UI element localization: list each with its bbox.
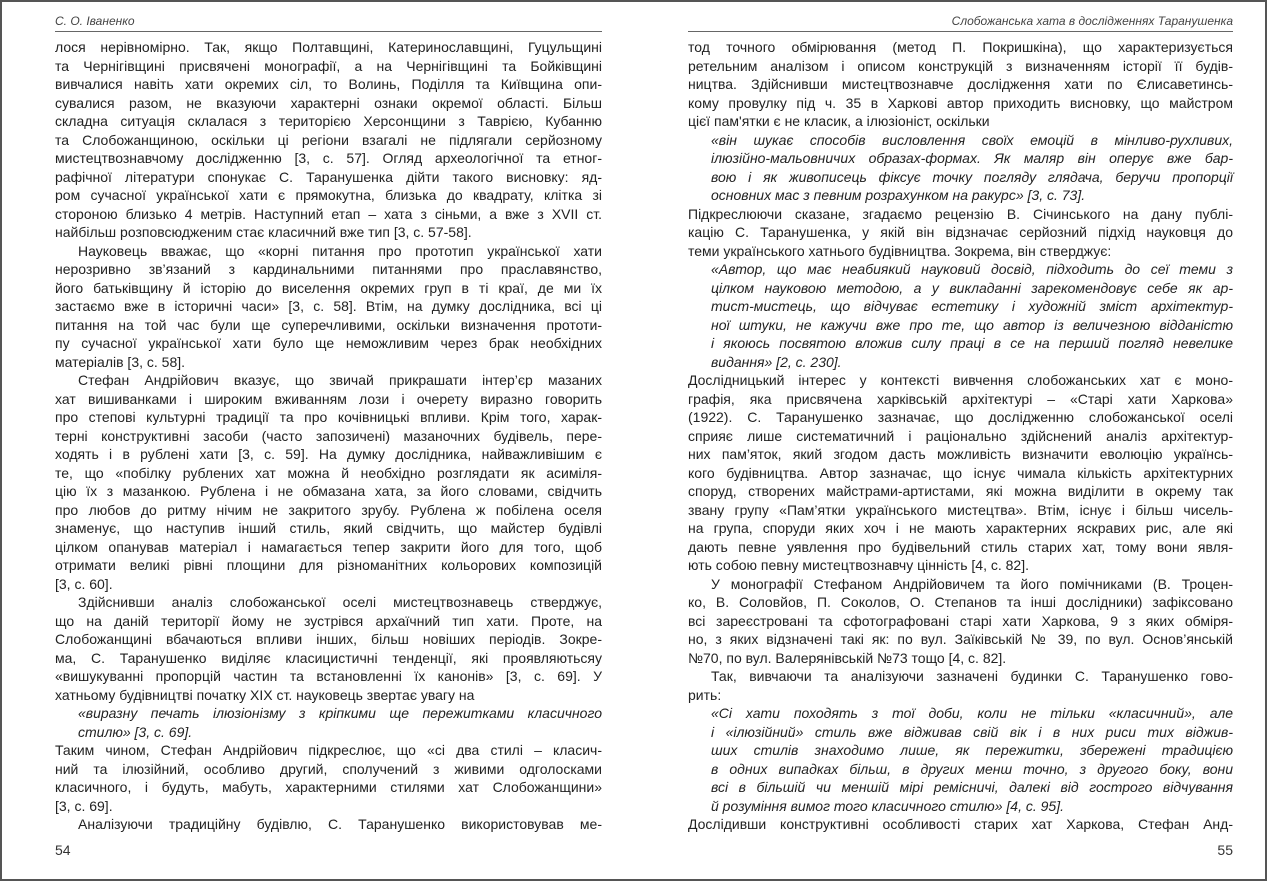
page-right [688, 0, 1233, 881]
text-line: Таким чином, Стефан Андрійович підкреслює, що «сі два стилі – класич- [55, 742, 602, 758]
quote-line: ілюзійно-мальовничих образах-формах. Як маляр він оперує вже бар- [711, 150, 1233, 166]
text-line: те, що «побілку рублених хат можна й необхідно розглядати як асиміля- [55, 464, 602, 481]
text-line: класичного, і будуть, мабуть, характерними стилями хат Слобожанщини» [55, 779, 602, 795]
text-line: питання на той час були ще суперечливими, оскільки визначення прототи- [55, 316, 602, 333]
text-line: кого будівництва. Автор зазначає, що існує чимала кількість архітектурних [688, 464, 1233, 481]
quote-line: видання» [2, с. 230]. [711, 353, 842, 370]
text-line: Так, вивчаючи та аналізуючи зазначені будинки С. Таранушенко гово- [711, 668, 1233, 684]
text-line: та Слобожанщиною, оскільки ці регіони взагалі не підлягали серйозному [55, 131, 602, 148]
text-line: [3, с. 60]. [55, 575, 113, 592]
text-line: звану групу «Пам’ятки українського мистецтва». Втім, існує і більш чисель- [688, 501, 1233, 518]
text-line: хат вишиванками і широким вживанням лози і очерету виразно говорить [55, 390, 602, 407]
text-line: його батьківщину й історію до виселення окремих груп в ті краї, де ми їх [55, 279, 602, 296]
text-line: матеріалів [3, с. 58]. [55, 353, 186, 370]
text-line: знаменує, що наступив інший стиль, який свідчить, що майстер будівлі [55, 520, 602, 536]
text-line: на група, споруди яких хоч і не мають характерних яскравих рис, але які [688, 520, 1233, 536]
text-line: складна ситуація склалася з територією Херсонщини з Таврією, Кубанню [55, 113, 602, 129]
running-header-author: С. О. Іваненко [55, 14, 135, 28]
text-line: про степові культурні традиції та про кочівницькі впливи. Крім того, харак- [55, 409, 602, 425]
quote-line: тист-мистець, що відчуває естетику і художній зміст архітектур- [711, 298, 1233, 314]
quote-line: «виразну печать ілюзіонізму з кріпкими ще пережитками класичного [78, 705, 602, 721]
text-line: пу сучасної української хати було ще неможливим через брак необхідних [55, 335, 602, 351]
text-line: цієї пам'ятки є не класик, а ілюзіоніст, оскільки [688, 113, 990, 129]
text-line: цілком опанував матеріал і намагається тепер закрити його для того, щоб [55, 538, 602, 555]
text-line: мистецтвознавчому дослідженню [3, с. 57]. Огляд археологічної та етног- [55, 150, 602, 166]
quote-line: і «ілюзійний» стиль вже відживав свій вік і в них риси тих віджив- [711, 723, 1233, 740]
text-line: Здійснивши аналіз слобожанської оселі мистецтвознавець стверджує, [78, 594, 602, 610]
text-line: та Чернігівщині присвячені монографії, а на Чернігівщині та Бойківщині [55, 57, 602, 74]
text-line: кацію С. Таранушенка, у якій він відзначає серйозний підхід науковця до [688, 224, 1233, 240]
quote-line: й розуміння вимог того класичного стилю» [4, с. 95]. [711, 797, 1064, 814]
text-line: Слобожанщині вбачаються впливи інших, більш новіших періодів. Зокре- [55, 631, 602, 647]
text-line: про любов до ритму нічим не закритого зрубу. Рублена ж побілена оселя [55, 501, 602, 518]
text-line: ходять і в рублені хати [3, с. 59]. На думку дослідника, найважливішим є [55, 446, 602, 462]
quote-line: цілком науковою методою, а у викладанні зарекомендовує себе як ар- [711, 279, 1233, 296]
text-line: них пам’яток, який згодом дасть можливість визначити еволюцію українсь- [688, 446, 1233, 462]
text-line: стороною близько 4 метрів. Наступний етап – хата з сіньми, а вже з XVII ст. [55, 205, 602, 222]
page-left [55, 0, 602, 881]
text-line: всі зареєстровані та сфотографовані старі хати Харкова, 9 з яких обміря- [688, 612, 1233, 629]
text-line: споруд, створених майстрами-артистами, які можна виділити в окрему так [688, 483, 1233, 499]
text-line: вивчалися навіть хати окремих сіл, то Волинь, Поділля та Київщина опи- [55, 76, 602, 92]
quote-line: ної штуки, не кажучи вже про те, що автор із величезною відданістю [711, 316, 1233, 333]
header-rule [688, 31, 1233, 32]
quote-line: «Автор, що має неабиякий науковий досвід, підходить до сеї теми з [711, 261, 1233, 277]
quote-line: «він шукає способів висловлення своїх емоцій в мінливо-рухливих, [711, 131, 1233, 148]
text-line: [3, с. 69]. [55, 797, 113, 814]
text-line: отримати великі рівні площини для різноманітних кольорових композицій [55, 557, 602, 573]
text-line: лося нерівномірно. Так, якщо Полтавщині, Катеринославщині, Гуцульщині [55, 39, 602, 55]
running-header-title: Слобожанська хата в дослідженнях Таранушенка [951, 14, 1233, 28]
text-line: Науковець вважає, що «корні питання про прототип української хати [78, 242, 602, 259]
text-line: терні конструктивні засоби (часто запозичені) мазаночних будівель, пере- [55, 427, 602, 444]
page-number: 54 [55, 842, 71, 858]
text-line: Аналізуючи традиційну будівлю, С. Таранушенко використовував ме- [78, 816, 602, 832]
text-line: ний та ілюзійний, особливо другий, сполучений з живими одголосками [55, 760, 602, 777]
quote-line: і якоюсь посвятою вложив силу праці в се на перший погляд невелике [711, 335, 1233, 351]
text-line: кому провулку під ч. 35 в Харкові автор приходить висновку, що майстром [688, 94, 1233, 111]
quote-line: всі в більшій чи меншій мірі ремісничі, далекі від гострого відчування [711, 779, 1233, 795]
text-line: тод точного обмірювання (метод П. Покришкіна), що характеризується [688, 39, 1233, 55]
text-line: нерозривно зв’язаний з кардинальними питаннями про праславянство, [55, 261, 602, 277]
quote-line: стилю» [3, с. 69]. [78, 723, 193, 740]
text-line: ром сучасної української хати є прямокутна, близька до квадрату, клітка зі [55, 187, 602, 203]
text-line: хатньому будівництві початку ХІХ ст. науковець звертає увагу на [55, 686, 475, 703]
quote-line: ших стилів знаходимо лише, як пережитки, збережені традицією [711, 742, 1233, 758]
page-body [688, 38, 1233, 834]
text-line: но, з яких відзначені такі як: по вул. Заїківській № 39, по вул. Основ’янській [688, 631, 1233, 647]
quote-line: «Сі хати походять з тої доби, коли не тільки «класичний», але [711, 705, 1233, 721]
text-line: найбільш розповсюдженим стає класичний вже тип [3, с. 57-58]. [55, 224, 472, 240]
text-line: У монографії Стефаном Андрійовичем та його помічниками (В. Троцен- [711, 575, 1233, 592]
text-line: дають певне уявлення про будівельний стиль старих хат, тому вони явля- [688, 538, 1233, 555]
text-line: теми українського хатнього будівництва. Зокрема, він стверджує: [688, 242, 1112, 259]
text-line: Дослідивши конструктивні особливості старих хат Харкова, Стефан Анд- [688, 816, 1233, 832]
text-line: ко, В. Соловйов, П. Соколов, О. Степанов та інші дослідники) зафіксовано [688, 594, 1233, 610]
text-line: ництва. Здійснивши мистецтвознавче дослідження хати по Єлисаветинсь- [688, 76, 1233, 92]
text-line: Підкреслюючи сказане, згадаємо рецензію В. Січинського на дану публі- [688, 205, 1233, 222]
header-rule [55, 31, 602, 32]
text-line: ють собою певну мистецтвознавчу цінність [4, с. 82]. [688, 557, 1029, 573]
text-line: рафічної літератури спонукає С. Таранушенка дійти такого висновку: яд- [55, 168, 602, 185]
page-number: 55 [1217, 842, 1233, 858]
text-line: сприяє лише систематичний і раціонально здійснений аналіз архітектур- [688, 427, 1233, 444]
quote-line: вою і як живописець фіксує точку погляду глядача, беручи пропорції [711, 168, 1233, 185]
page-body [55, 38, 602, 834]
text-line: сувалися разом, не вказуючи характерні ознаки окремої області. Більш [55, 94, 602, 111]
text-line: Стефан Андрійович вказує, що звичай прикрашати інтер’єр мазаних [78, 372, 602, 388]
text-line: ретельним аналізом і описом конструкцій з визначенням історії її будів- [688, 57, 1233, 74]
text-line: «вишукуванні пропорцій частин та встановленні їх канонів» [3, с. 69]. У [55, 668, 602, 684]
text-line: графія, яка присвячена харківській архітектурі – «Старі хати Харкова» [688, 390, 1233, 407]
text-line: (1922). С. Таранушенко зазначає, що дослідженню слобожанської оселі [688, 409, 1233, 425]
text-line: цію їх з мазанкою. Рублена і не обмазана хата, за його словами, свідчить [55, 483, 602, 499]
quote-line: в одних випадках більш, в других менш точно, з другого боку, вони [711, 760, 1233, 777]
text-line: рить: [688, 686, 722, 703]
quote-line: основних мас з певним розрахунком на ракурс» [3, с. 73]. [711, 187, 1086, 203]
text-line: застаємо вже в історичні часи» [3, с. 58]. Втім, на думку дослідника, всі ці [55, 298, 602, 314]
text-line: Дослідницький інтерес у контексті вивчення слобожанських хат є моно- [688, 372, 1233, 388]
text-line: №70, по вул. Валерянівській №73 тощо [4, с. 82]. [688, 649, 1007, 666]
text-line: ма, С. Таранушенко виділяє класицистичні тенденції, які проявляютьсяу [55, 649, 602, 666]
text-line: що на даній території йому не зустрівся архаїчний тип хати. Проте, на [55, 612, 602, 629]
